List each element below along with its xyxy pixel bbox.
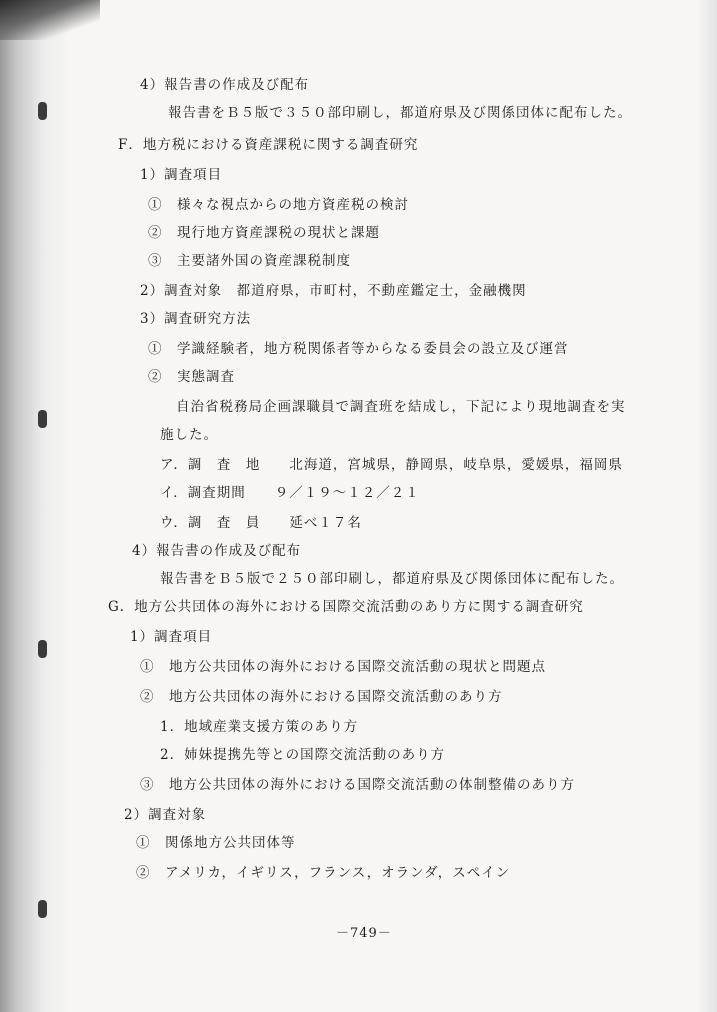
detail-item: イ．調査期間 ９／１９～１２／２１: [160, 485, 420, 501]
body-text: 自治省税務局企画課職員で調査班を結成し，下記により現地調査を実: [176, 399, 626, 415]
list-item: ③ 地方公共団体の海外における国際交流活動の体制整備のあり方: [140, 777, 575, 793]
body-text: 報告書をＢ５版で２５０部印刷し，都道府県及び関係団体に配布した。: [160, 571, 624, 587]
section-title: F．地方税における資産課税に関する調査研究: [118, 137, 419, 153]
body-text: 施した。: [160, 427, 218, 443]
list-item: ③ 主要諸外国の資産課税制度: [148, 253, 351, 269]
section-heading: 1）調査項目: [140, 167, 223, 183]
sub-list-item: 2．姉妹提携先等との国際交流活動のあり方: [160, 747, 446, 763]
list-item: ① 関係地方公共団体等: [136, 835, 296, 851]
list-item: ② アメリカ，イギリス，フランス，オランダ，スペイン: [136, 865, 511, 881]
section-heading: 3）調査研究方法: [140, 311, 252, 327]
section-heading: 2）調査対象: [124, 807, 207, 823]
detail-item: ウ．調 査 員 延べ１７名: [160, 515, 362, 531]
section-heading: 1）調査項目: [130, 629, 213, 645]
list-item: ① 地方公共団体の海外における国際交流活動の現状と問題点: [140, 659, 546, 675]
detail-item: ア．調 査 地 北海道，宮城県，静岡県，岐阜県，愛媛県，福岡県: [160, 457, 623, 473]
section-title: G．地方公共団体の海外における国際交流活動のあり方に関する調査研究: [108, 599, 584, 615]
section-heading: 4）報告書の作成及び配布: [132, 543, 302, 559]
body-text: 報告書をＢ５版で３５０部印刷し，都道府県及び関係団体に配布した。: [168, 105, 632, 121]
list-item: ② 地方公共団体の海外における国際交流活動のあり方: [140, 689, 503, 705]
section-heading: 4）報告書の作成及び配布: [140, 77, 310, 93]
list-item: ② 現行地方資産課税の現状と課題: [148, 225, 380, 241]
section-heading: 2）調査対象 都道府県，市町村，不動産鑑定士，金融機関: [140, 283, 527, 299]
sub-list-item: 1．地域産業支援方策のあり方: [160, 719, 359, 735]
list-item: ① 学識経験者，地方税関係者等からなる委員会の設立及び運営: [148, 341, 569, 357]
page-number: －749－: [336, 926, 392, 941]
list-item: ① 様々な視点からの地方資産税の検討: [148, 197, 409, 213]
list-item: ② 実態調査: [148, 369, 235, 385]
